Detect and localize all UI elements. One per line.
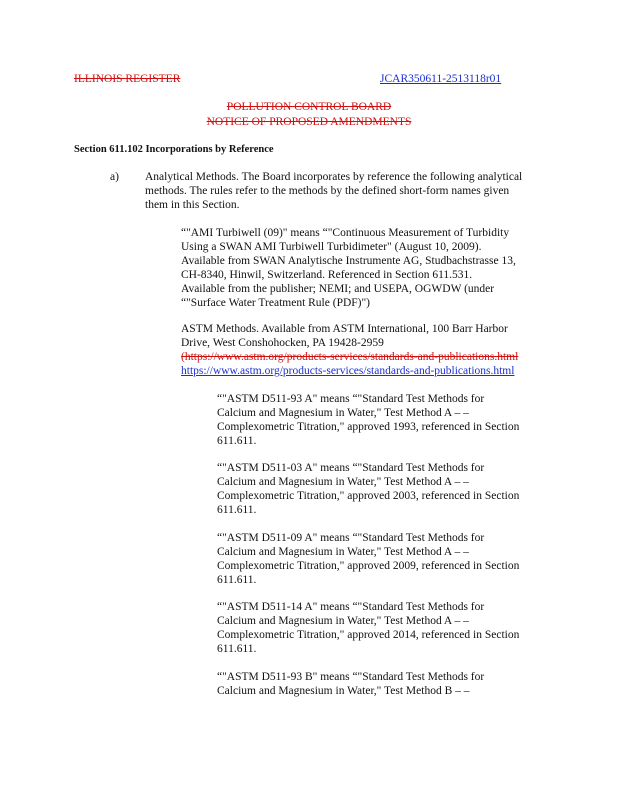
astm-entry	[217, 532, 519, 588]
definition-line: Using a SWAN AMI Turbiwell Turbidimeter" (August 10, 2009).	[181, 240, 482, 253]
paragraph-a	[145, 171, 522, 213]
astm-line: ASTM Methods. Available from ASTM International, 100 Barr Harbor	[181, 323, 508, 335]
astm-old-url: (https://www.astm.org/products-services/standards-and-publications.html	[181, 350, 519, 363]
entry-line: “"ASTM D511-93 B" means “"Standard Test Methods for	[217, 671, 485, 683]
entry-line: “"ASTM D511-09 A" means “"Standard Test Methods for	[217, 532, 485, 544]
entry-line: Complexometric Titration," approved 2003, referenced in Section	[217, 489, 520, 502]
entry-line: Complexometric Titration," approved 2014, referenced in Section	[217, 628, 520, 641]
entry-line: “"ASTM D511-03 A" means “"Standard Test Methods for	[217, 462, 485, 474]
astm-entry	[217, 601, 519, 657]
entry-line: Complexometric Titration," approved 2009, referenced in Section	[217, 559, 520, 572]
notice-title: NOTICE OF PROPOSED AMENDMENTS	[206, 116, 412, 128]
definition-line: Available from SWAN Analytische Instrumente AG, Studbachstrasse 13,	[181, 254, 516, 267]
astm-line: Drive, West Conshohocken, PA 19428-2959	[181, 336, 384, 349]
entry-line: “"ASTM D511-93 A" means “"Standard Test Methods for	[217, 393, 485, 405]
entry-line: Calcium and Magnesium in Water," Test Method A – –	[217, 545, 469, 558]
jcar-document-id: JCAR350611-2513118r01	[380, 73, 502, 85]
entry-line: “"ASTM D511-14 A" means “"Standard Test Methods for	[217, 601, 485, 613]
entry-line: Calcium and Magnesium in Water," Test Method A – –	[217, 614, 469, 627]
definition-line: CH-8340, Hinwil, Switzerland. Referenced in Section 611.531.	[181, 268, 473, 281]
paragraph-marker: a)	[110, 171, 119, 183]
ami-turbiwell-definition	[181, 227, 516, 310]
astm-url-link[interactable]: https://www.astm.org/products-services/standards-and-publications.html	[181, 364, 515, 377]
definition-line: “"AMI Turbiwell (09)" means “"Continuous Measurement of Turbidity	[181, 227, 510, 239]
entry-line: Complexometric Titration," approved 1993, referenced in Section	[217, 420, 520, 433]
entry-line: Calcium and Magnesium in Water," Test Method A – –	[217, 475, 469, 488]
astm-entry	[217, 462, 519, 518]
astm-entry	[217, 393, 519, 449]
paragraph-line: methods. The rules refer to the methods by the defined short-form names given	[145, 184, 510, 197]
entry-line: 611.611.	[217, 573, 257, 586]
entry-line: 611.611.	[217, 642, 257, 655]
entry-line: Calcium and Magnesium in Water," Test Method B – –	[217, 684, 470, 697]
paragraph-line: them in this Section.	[145, 198, 240, 211]
register-header: ILLINOIS REGISTER	[74, 73, 181, 85]
definition-line: “"Surface Water Treatment Rule (PDF)")	[181, 296, 371, 309]
astm-entry	[217, 671, 484, 699]
astm-methods	[181, 323, 518, 379]
section-heading: Section 611.102 Incorporations by Reference	[74, 144, 274, 155]
agency-title: POLLUTION CONTROL BOARD	[226, 101, 392, 113]
paragraph-line: Analytical Methods. The Board incorporates by reference the following analytical	[145, 171, 523, 183]
entry-line: Calcium and Magnesium in Water," Test Method A – –	[217, 406, 469, 419]
entry-line: 611.611.	[217, 434, 257, 447]
definition-line: Available from the publisher; NEMI; and USEPA, OGWDW (under	[181, 282, 495, 295]
entry-line: 611.611.	[217, 503, 257, 516]
